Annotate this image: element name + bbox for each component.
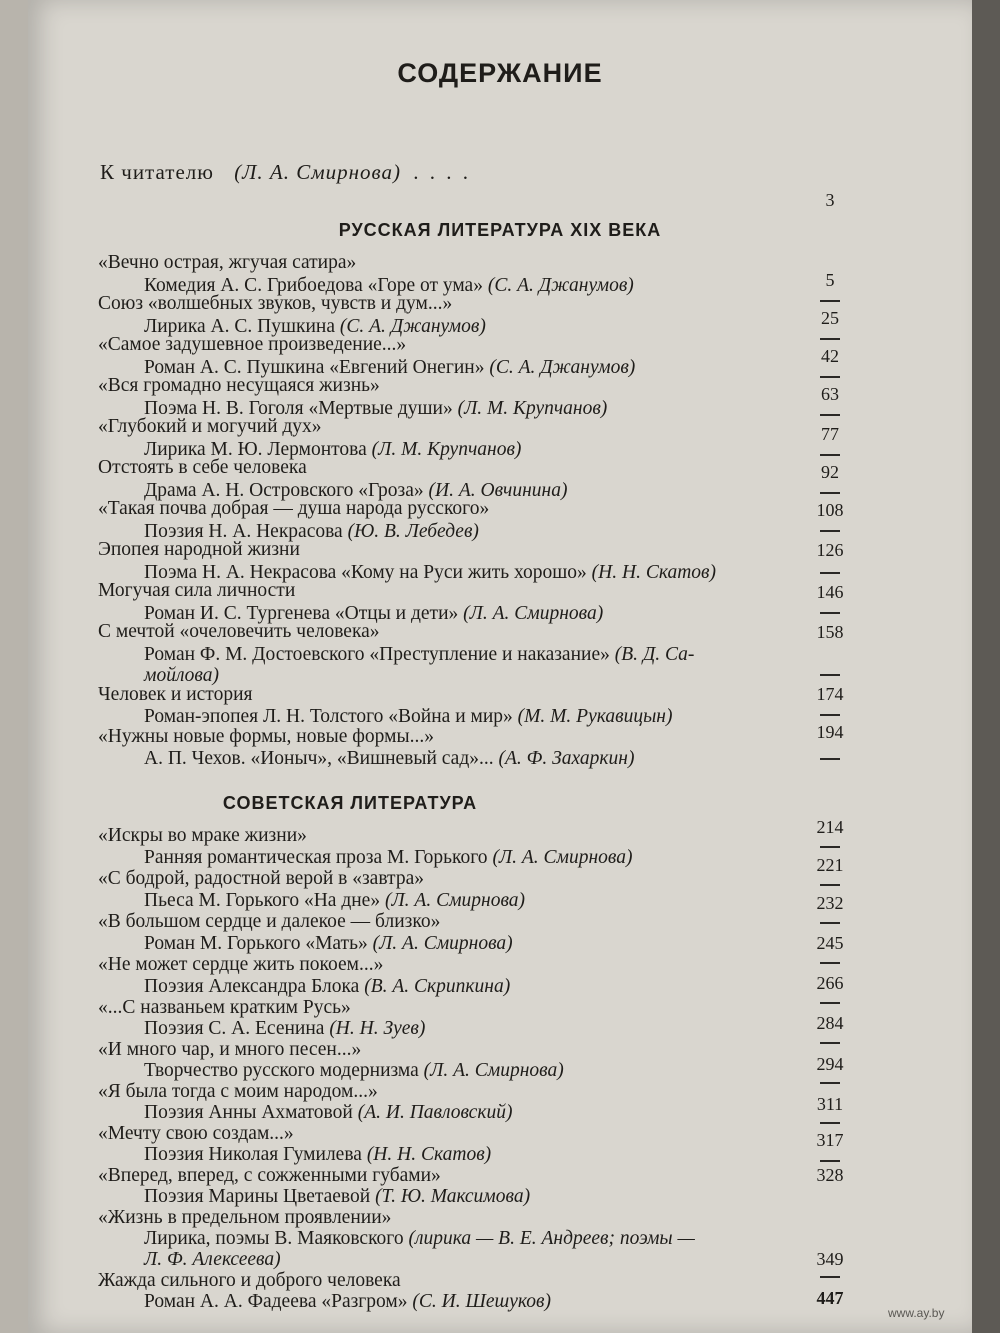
watermark: www.ay.by <box>888 1306 945 1320</box>
dash <box>820 530 840 532</box>
page-number: 266 <box>816 973 844 993</box>
toc-line: С мечтой «очеловечить человека» <box>98 621 380 642</box>
toc-line: «Не может сердце жить покоем...» <box>98 954 384 975</box>
book-left-edge <box>0 0 28 1333</box>
dash <box>820 962 840 964</box>
toc-line: «Вся громадно несущаяся жизнь» <box>98 375 380 396</box>
page-number: 214 <box>816 817 844 837</box>
toc-line: Роман М. Горького «Мать» (Л. А. Смирнова) <box>144 933 513 954</box>
section-title-19th-century: РУССКАЯ ЛИТЕРАТУРА XIX ВЕКА <box>338 220 662 240</box>
page-number: 447 <box>816 1288 844 1308</box>
page-number: 108 <box>816 500 844 520</box>
toc-line: «Самое задушевное произведение...» <box>98 334 407 355</box>
page-number: 3 <box>825 190 835 210</box>
page-number: 194 <box>816 722 844 742</box>
leader-dots: . . . . <box>413 160 472 184</box>
toc-line: Поэма Н. В. Гоголя «Мертвые души» (Л. М. Крупчанов) <box>144 398 608 419</box>
toc-line: Поэзия С. А. Есенина (Н. Н. Зуев) <box>144 1018 426 1039</box>
toc-line: «Такая почва добрая — душа народа русского» <box>98 498 490 519</box>
toc-line: Поэзия Анны Ахматовой (А. И. Павловский) <box>144 1102 513 1123</box>
page-number: 174 <box>816 684 844 704</box>
page-title: СОДЕРЖАНИЕ <box>397 58 603 88</box>
contents-page <box>28 0 972 1333</box>
page-number: 25 <box>821 308 839 328</box>
dash <box>820 454 840 456</box>
toc-line: Творчество русского модернизма (Л. А. Смирнова) <box>144 1060 564 1081</box>
dash <box>820 922 840 924</box>
toc-line: Жажда сильного и доброго человека <box>98 1270 401 1291</box>
page-number: 232 <box>816 893 844 913</box>
page-number: 311 <box>816 1094 844 1114</box>
entry-author: (Л. А. Смирнова) <box>234 160 402 184</box>
toc-line: Роман-эпопея Л. Н. Толстого «Война и мир» (М. М. Рукавицын) <box>144 706 673 727</box>
toc-line: Лирика А. С. Пушкина (С. А. Джанумов) <box>144 316 486 337</box>
toc-line: Могучая сила личности <box>98 580 296 601</box>
page-number: 317 <box>816 1130 844 1150</box>
page-number: 221 <box>816 855 844 875</box>
toc-line: Роман И. С. Тургенева «Отцы и дети» (Л. А. Смирнова) <box>144 603 604 624</box>
toc-line: Поэзия Н. А. Некрасова (Ю. В. Лебедев) <box>144 521 479 542</box>
toc-line: Роман А. С. Пушкина «Евгений Онегин» (С. А. Джанумов) <box>144 357 636 378</box>
page-number: 77 <box>821 424 839 444</box>
toc-line: Л. Ф. Алексеева) <box>144 1249 281 1270</box>
dash <box>820 884 840 886</box>
toc-entry-intro <box>100 160 471 185</box>
dash <box>820 1082 840 1084</box>
toc-line: Поэзия Николая Гумилева (Н. Н. Скатов) <box>144 1144 492 1165</box>
entry-title: К читателю <box>100 160 214 184</box>
page-number: 245 <box>816 933 844 953</box>
toc-line: Эпопея народной жизни <box>98 539 300 560</box>
toc-line: Роман Ф. М. Достоевского «Преступление и наказание» (В. Д. Са- <box>144 644 695 665</box>
dash <box>820 1160 840 1162</box>
dash <box>820 674 840 676</box>
page-number: 5 <box>825 270 835 290</box>
page-number: 294 <box>816 1054 844 1074</box>
dash <box>820 300 840 302</box>
page-number: 126 <box>816 540 844 560</box>
toc-line: «С бодрой, радостной верой в «завтра» <box>98 868 424 889</box>
dash <box>820 1042 840 1044</box>
toc-line: Роман А. А. Фадеева «Разгром» (С. И. Шешуков) <box>144 1291 551 1312</box>
toc-line: «...С названьем кратким Русь» <box>98 997 351 1018</box>
dash <box>820 1002 840 1004</box>
page-number: 146 <box>816 582 844 602</box>
toc-line: Лирика М. Ю. Лермонтова (Л. М. Крупчанов) <box>144 439 522 460</box>
dash <box>820 846 840 848</box>
page-number: 158 <box>816 622 844 642</box>
toc-line: «Нужны новые формы, новые формы...» <box>98 726 434 747</box>
toc-line: «Искры во мраке жизни» <box>98 825 307 846</box>
toc-line: Комедия А. С. Грибоедова «Горе от ума» (С. А. Джанумов) <box>144 275 634 296</box>
toc-line: Союз «волшебных звуков, чувств и дум...» <box>98 293 453 314</box>
dash <box>820 572 840 574</box>
dash <box>820 612 840 614</box>
book-right-edge <box>972 0 1000 1333</box>
toc-line: «Вечно острая, жгучая сатира» <box>98 252 357 273</box>
toc-line: А. П. Чехов. «Ионыч», «Вишневый сад»... (А. Ф. Захаркин) <box>144 748 635 769</box>
toc-line: Поэзия Александра Блока (В. А. Скрипкина) <box>144 976 511 997</box>
toc-line: Лирика, поэмы В. Маяковского (лирика — В. Е. Андреев; поэмы — <box>144 1228 695 1249</box>
toc-line: «Мечту свою создам...» <box>98 1123 294 1144</box>
page-number: 328 <box>816 1165 844 1185</box>
toc-line: «Жизнь в предельном проявлении» <box>98 1207 392 1228</box>
toc-line: Пьеса М. Горького «На дне» (Л. А. Смирнова) <box>144 890 526 911</box>
page-number: 42 <box>821 346 839 366</box>
page-number: 349 <box>816 1249 844 1269</box>
dash <box>820 376 840 378</box>
dash <box>820 758 840 760</box>
toc-line: «Глубокий и могучий дух» <box>98 416 322 437</box>
toc-line: Отстоять в себе человека <box>98 457 307 478</box>
dash <box>820 414 840 416</box>
section-title-soviet: СОВЕТСКАЯ ЛИТЕРАТУРА <box>222 793 478 813</box>
toc-line: Поэма Н. А. Некрасова «Кому на Руси жить хорошо» (Н. Н. Скатов) <box>144 562 717 583</box>
dash <box>820 492 840 494</box>
page-number: 63 <box>821 384 839 404</box>
toc-line: Человек и история <box>98 684 253 705</box>
page-number: 284 <box>816 1013 844 1033</box>
dash <box>820 1122 840 1124</box>
dash <box>820 1276 840 1278</box>
toc-line: «И много чар, и много песен...» <box>98 1039 362 1060</box>
toc-line: «В большом сердце и далекое — близко» <box>98 911 441 932</box>
toc-line: «Вперед, вперед, с сожженными губами» <box>98 1165 441 1186</box>
toc-line: Поэзия Марины Цветаевой (Т. Ю. Максимова) <box>144 1186 531 1207</box>
toc-line: мойлова) <box>144 665 220 686</box>
dash <box>820 714 840 716</box>
page-number: 92 <box>821 462 839 482</box>
toc-line: «Я была тогда с моим народом...» <box>98 1081 378 1102</box>
dash <box>820 338 840 340</box>
toc-line: Драма А. Н. Островского «Гроза» (И. А. Овчинина) <box>144 480 568 501</box>
toc-line: Ранняя романтическая проза М. Горького (Л. А. Смирнова) <box>144 847 633 868</box>
